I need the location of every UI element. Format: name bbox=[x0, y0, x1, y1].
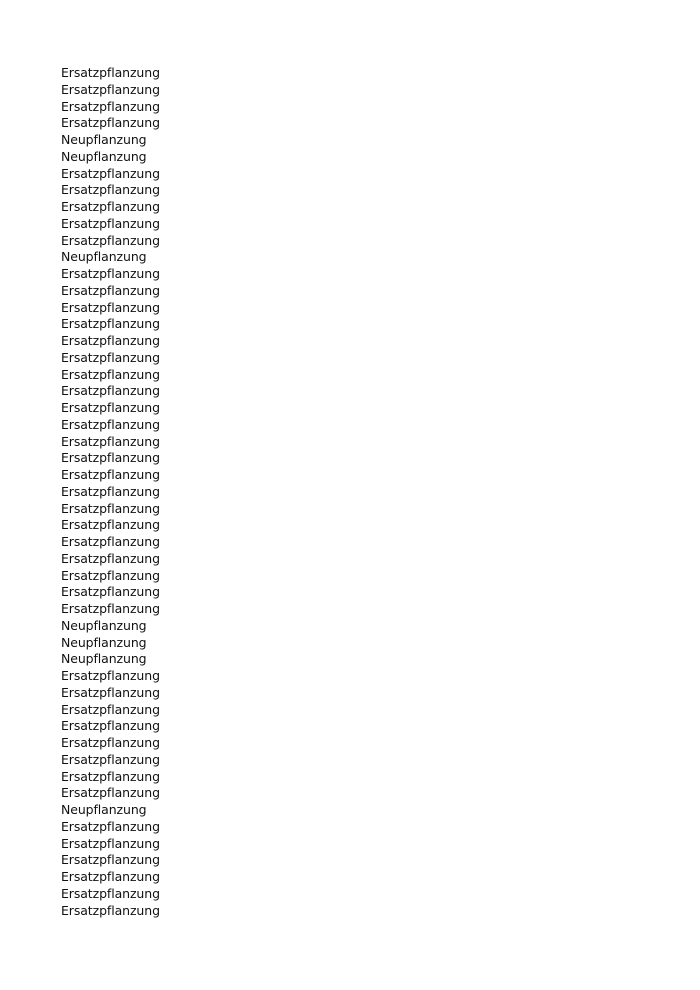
list-item: Ersatzpflanzung bbox=[61, 567, 160, 583]
list-item: Ersatzpflanzung bbox=[61, 282, 160, 298]
list-item: Ersatzpflanzung bbox=[61, 333, 160, 348]
list-item: Ersatzpflanzung bbox=[61, 349, 160, 365]
list-item: Neupflanzung bbox=[61, 132, 147, 147]
entry-list bbox=[61, 65, 160, 919]
list-item: Ersatzpflanzung bbox=[61, 232, 160, 248]
list-item: Ersatzpflanzung bbox=[61, 768, 160, 784]
list-item: Ersatzpflanzung bbox=[61, 299, 160, 315]
list-item: Ersatzpflanzung bbox=[61, 383, 160, 399]
list-item: Ersatzpflanzung bbox=[61, 433, 160, 449]
list-item: Ersatzpflanzung bbox=[61, 601, 160, 616]
list-item: Ersatzpflanzung bbox=[61, 450, 160, 466]
list-item: Ersatzpflanzung bbox=[61, 483, 160, 499]
list-item: Neupflanzung bbox=[61, 617, 147, 633]
list-item: Ersatzpflanzung bbox=[61, 65, 160, 80]
list-item: Ersatzpflanzung bbox=[61, 701, 160, 717]
list-item: Ersatzpflanzung bbox=[61, 735, 160, 750]
list-item: Ersatzpflanzung bbox=[61, 416, 160, 432]
list-item: Ersatzpflanzung bbox=[61, 785, 160, 801]
list-item: Ersatzpflanzung bbox=[61, 668, 160, 683]
list-item: Neupflanzung bbox=[61, 634, 147, 650]
list-item: Ersatzpflanzung bbox=[61, 885, 160, 901]
list-item: Ersatzpflanzung bbox=[61, 718, 160, 734]
list-item: Ersatzpflanzung bbox=[61, 517, 160, 533]
list-item: Ersatzpflanzung bbox=[61, 751, 160, 767]
list-item: Ersatzpflanzung bbox=[61, 98, 160, 114]
list-item: Ersatzpflanzung bbox=[61, 835, 160, 851]
list-item: Ersatzpflanzung bbox=[61, 115, 160, 131]
list-item: Ersatzpflanzung bbox=[61, 266, 160, 281]
list-item: Neupflanzung bbox=[61, 651, 147, 667]
list-item: Ersatzpflanzung bbox=[61, 215, 160, 231]
list-item: Ersatzpflanzung bbox=[61, 852, 160, 868]
list-item: Ersatzpflanzung bbox=[61, 366, 160, 382]
list-item: Neupflanzung bbox=[61, 802, 147, 817]
list-item: Ersatzpflanzung bbox=[61, 400, 160, 415]
list-item: Ersatzpflanzung bbox=[61, 869, 160, 884]
list-item: Ersatzpflanzung bbox=[61, 818, 160, 834]
list-item: Ersatzpflanzung bbox=[61, 684, 160, 700]
list-item: Neupflanzung bbox=[61, 148, 147, 164]
list-item: Ersatzpflanzung bbox=[61, 316, 160, 332]
list-item: Ersatzpflanzung bbox=[61, 902, 160, 918]
list-item: Ersatzpflanzung bbox=[61, 550, 160, 566]
list-item: Ersatzpflanzung bbox=[61, 584, 160, 600]
list-item: Ersatzpflanzung bbox=[61, 500, 160, 516]
list-item: Ersatzpflanzung bbox=[61, 165, 160, 181]
list-item: Ersatzpflanzung bbox=[61, 81, 160, 97]
list-item: Ersatzpflanzung bbox=[61, 182, 160, 198]
list-item: Ersatzpflanzung bbox=[61, 467, 160, 482]
list-item: Ersatzpflanzung bbox=[61, 534, 160, 549]
list-item: Ersatzpflanzung bbox=[61, 199, 160, 214]
list-item: Neupflanzung bbox=[61, 249, 147, 265]
